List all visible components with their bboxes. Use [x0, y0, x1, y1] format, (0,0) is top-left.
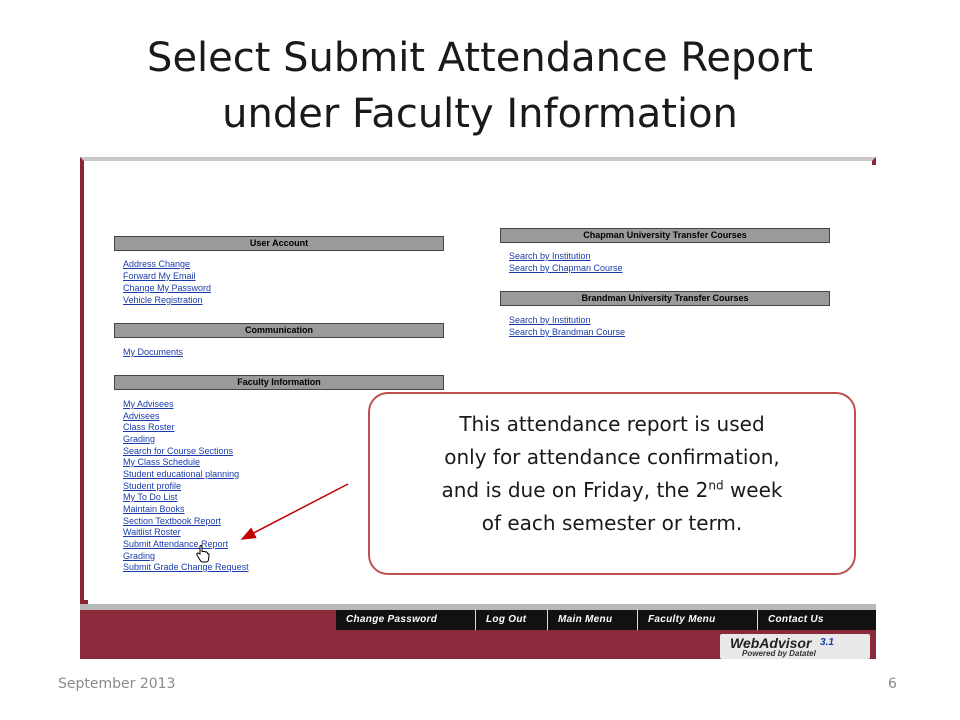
link-section-textbook-report[interactable]: Section Textbook Report — [123, 516, 221, 526]
link-my-class-schedule[interactable]: My Class Schedule — [123, 457, 201, 467]
slide-title-line-2: under Faculty Information — [222, 91, 738, 137]
link-search-by-brandman-course[interactable]: Search by Brandman Course — [509, 327, 626, 337]
link-my-to-do-list[interactable]: My To Do List — [123, 492, 178, 502]
link-student-educational-planning[interactable]: Student educational planning — [123, 469, 240, 479]
webadvisor-version: 3.1 — [820, 637, 834, 648]
link-grading[interactable]: Grading — [123, 434, 156, 444]
hand-pointer-icon — [196, 545, 210, 563]
link-advisees[interactable]: Advisees — [123, 411, 160, 421]
link-forward-my-email[interactable]: Forward My Email — [123, 271, 196, 281]
link-chapman-search-by-institution[interactable]: Search by Institution — [509, 251, 591, 261]
webadvisor-powered-by: Powered by Datatel — [742, 649, 816, 658]
section-header-chapman-transfer: Chapman University Transfer Courses — [500, 228, 830, 243]
callout-line-3-sup: nd — [708, 478, 724, 493]
nav-main-menu[interactable]: Main Menu — [548, 610, 638, 630]
link-student-profile[interactable]: Student profile — [123, 481, 182, 491]
link-change-my-password[interactable]: Change My Password — [123, 283, 212, 293]
link-search-by-chapman-course[interactable]: Search by Chapman Course — [509, 263, 623, 273]
attendance-callout — [368, 392, 856, 575]
callout-line-3-post: week — [723, 478, 783, 502]
link-my-advisees[interactable]: My Advisees — [123, 399, 174, 409]
callout-line-4: of each semester or term. — [481, 511, 743, 535]
callout-line-2: only for attendance confirmation, — [444, 445, 780, 469]
nav-change-password[interactable]: Change Password — [336, 610, 476, 630]
link-grading-2[interactable]: Grading — [123, 551, 156, 561]
section-header-communication: Communication — [114, 323, 444, 338]
nav-faculty-menu[interactable]: Faculty Menu — [638, 610, 758, 630]
link-my-documents[interactable]: My Documents — [123, 347, 184, 357]
slide-title-line-1: Select Submit Attendance Report — [147, 35, 813, 81]
webadvisor-nav-bar — [336, 610, 876, 630]
link-brandman-search-by-institution[interactable]: Search by Institution — [509, 315, 591, 325]
section-header-faculty-information: Faculty Information — [114, 375, 444, 390]
webadvisor-logo — [720, 634, 870, 659]
link-address-change[interactable]: Address Change — [123, 259, 191, 269]
link-search-for-course-sections[interactable]: Search for Course Sections — [123, 446, 234, 456]
slide-title — [0, 30, 960, 142]
nav-contact-us[interactable]: Contact Us — [768, 614, 824, 625]
link-submit-attendance-report[interactable]: Submit Attendance Report — [123, 539, 229, 549]
callout-line-3 — [370, 474, 854, 507]
webadvisor-logo-name: WebAdvisor — [730, 635, 812, 651]
link-waitlist-roster[interactable]: Waitlist Roster — [123, 527, 181, 537]
nav-log-out[interactable]: Log Out — [476, 610, 548, 630]
footer-date: September 2013 — [58, 676, 176, 692]
link-vehicle-registration[interactable]: Vehicle Registration — [123, 295, 203, 305]
section-header-brandman-transfer: Brandman University Transfer Courses — [500, 291, 830, 306]
callout-line-1: This attendance report is used — [459, 412, 765, 436]
link-submit-grade-change-request[interactable]: Submit Grade Change Request — [123, 562, 249, 572]
link-class-roster[interactable]: Class Roster — [123, 422, 175, 432]
section-header-user-account: User Account — [114, 236, 444, 251]
callout-line-3-pre: and is due on Friday, the 2 — [441, 478, 709, 502]
footer-page-number: 6 — [888, 676, 897, 692]
webadvisor-nav-strip — [80, 604, 876, 659]
link-maintain-books[interactable]: Maintain Books — [123, 504, 185, 514]
